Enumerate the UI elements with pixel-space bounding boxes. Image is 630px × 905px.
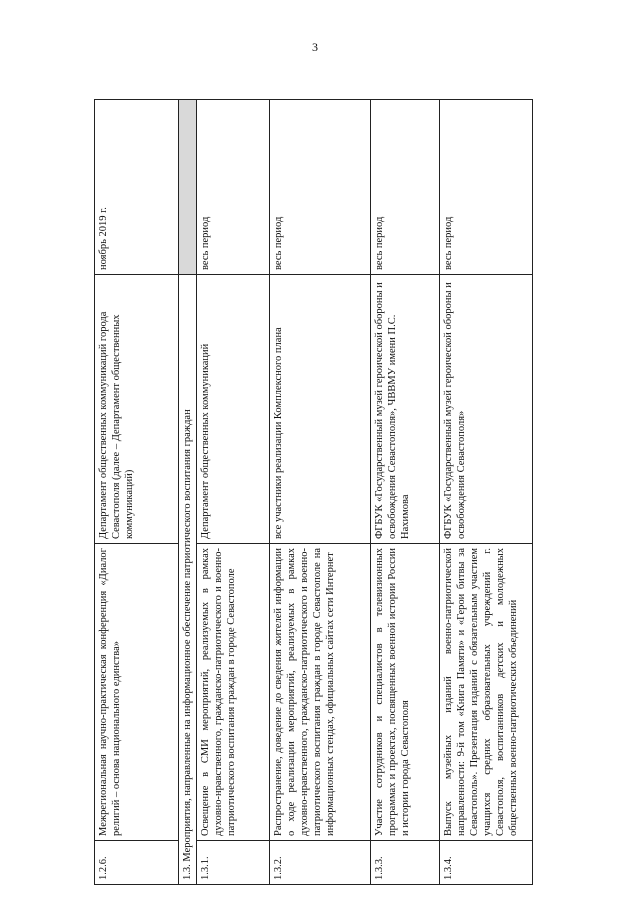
cell-event: Выпуск музейных изданий военно-патриотической направленности: 9-й том «Книга Памяти» и «Герои битвы за Севастополь». Презентация изданий с обязательным участием учащихся средних образовательных учреждений г. Севастополя, воспитанников детских и молодежных общественных военно-патриотических объединений [440, 544, 533, 841]
cell-num: 1.2.6. [95, 841, 179, 885]
table-row [95, 100, 179, 885]
cell-term: весь период [197, 100, 270, 275]
page-number: 3 [312, 40, 318, 54]
cell-event: Освещение в СМИ мероприятий, реализуемых в рамках духовно-нравственного, гражданско-патриотического и военно-патриотического воспитания граждан в городе Севастополе [197, 544, 270, 841]
action-plan-table [94, 99, 533, 885]
section-row [179, 100, 197, 885]
section-empty-cell [179, 100, 197, 275]
table-row [197, 100, 270, 885]
cell-term: весь период [270, 100, 371, 275]
section-title: 1.3. Мероприятия, направленные на информационное обеспечение патриотического воспитания граждан [179, 275, 197, 885]
cell-term: ноябрь 2019 г. [95, 100, 179, 275]
table-row [270, 100, 371, 885]
cell-num: 1.3.1. [197, 841, 270, 885]
cell-executor: Департамент общественных коммуникаций [197, 275, 270, 544]
cell-num: 1.3.4. [440, 841, 533, 885]
cell-event: Участие сотрудников и специалистов в телевизионных программах и проектах, посвященных военной истории России и истории города Севастополя [371, 544, 440, 841]
rotated-table-container [94, 100, 530, 885]
cell-executor: ФГБУК «Государственный музей героической обороны и освобождения Севастополя», ЧВВМУ имени П.С. Нахимова [371, 275, 440, 544]
cell-executor: ФГБУК «Государственный музей героической обороны и освобождения Севастополя» [440, 275, 533, 544]
table-row [440, 100, 533, 885]
cell-executor: Департамент общественных коммуникаций города Севастополя (далее – Департамент общественных коммуникаций) [95, 275, 179, 544]
cell-term: весь период [371, 100, 440, 275]
cell-num: 1.3.3. [371, 841, 440, 885]
cell-event: Межрегиональная научно-практическая конференция «Диалог религий – основа национального единства» [95, 544, 179, 841]
cell-term: весь период [440, 100, 533, 275]
cell-executor: все участники реализации Комплексного плана [270, 275, 371, 544]
cell-num: 1.3.2. [270, 841, 371, 885]
table-row [371, 100, 440, 885]
cell-event: Распространение, доведение до сведения жителей информации о ходе реализации мероприятий, реализуемых в рамках духовно-нравственного, гражданско-патриотического и военно-патриотического воспитания граждан в городе Севастополе на информационных стендах, официальных сайтах сети Интернет [270, 544, 371, 841]
